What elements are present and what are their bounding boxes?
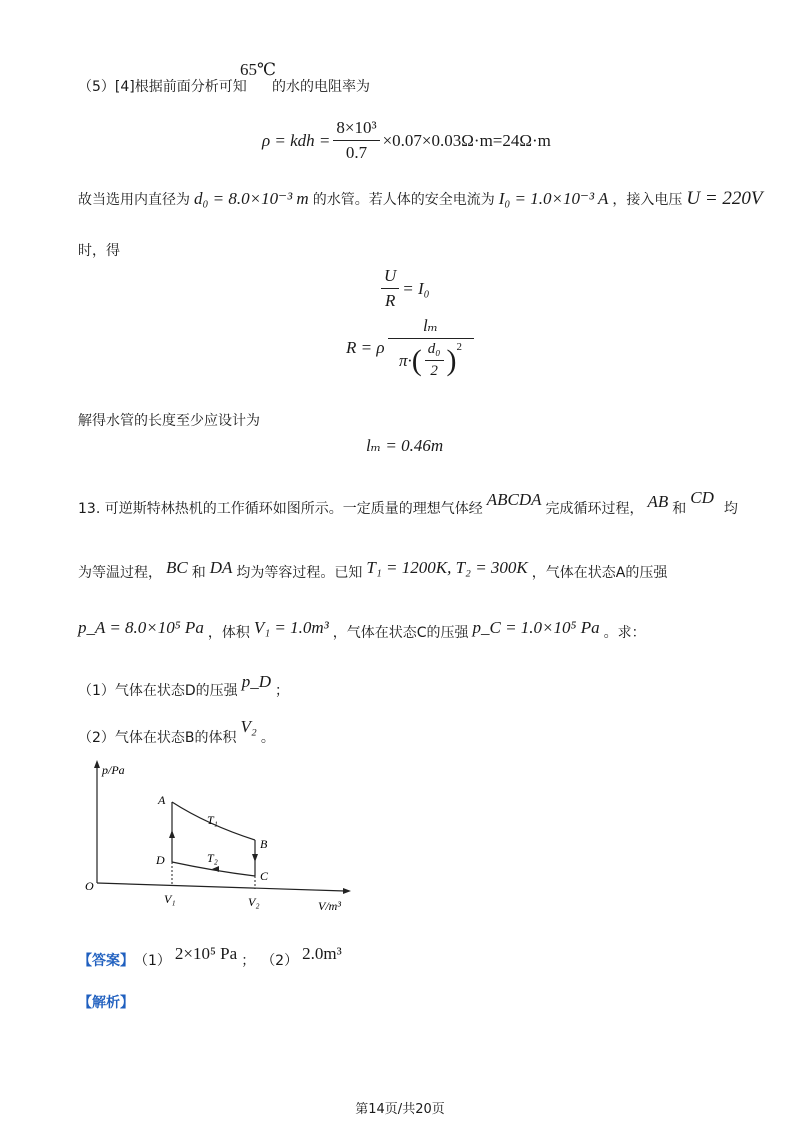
eq-rho-den: 0.7	[345, 143, 368, 162]
arrow-left-icon	[212, 866, 219, 872]
q13-sub1-text: （1）气体在状态D的压强	[78, 683, 238, 699]
answer-2-label: （2）	[261, 953, 299, 969]
q13-cd: CD	[690, 488, 714, 507]
para5-prefix: （5）[4]根据前面分析可知	[78, 79, 247, 95]
x-axis-arrow	[343, 888, 351, 894]
answer-line	[78, 944, 342, 970]
point-c-label: C	[260, 869, 269, 883]
t2-label: T₂	[207, 851, 218, 865]
y-axis-label: p/Pa	[102, 763, 125, 777]
equation-r	[346, 316, 477, 380]
q13-abcda: ABCDA	[486, 490, 542, 509]
q13-sub1-end: ；	[274, 683, 289, 699]
point-b-label: B	[260, 837, 268, 851]
equation-rho	[262, 118, 551, 163]
q13-sub1	[78, 672, 289, 700]
eq-rho-rhs: ×0.07×0.03Ω·m=24Ω·m	[382, 130, 551, 150]
t1-label: T₁	[207, 813, 218, 827]
point-a-label: A	[158, 793, 166, 807]
q13-l1-t3: 均	[723, 501, 738, 517]
arrow-up-icon	[169, 830, 175, 838]
q13-l2-and: 和	[191, 565, 206, 581]
eq-r-den-den: 2	[430, 363, 438, 379]
pv-diagram	[80, 758, 370, 918]
para-solve: 解得水管的长度至少应设计为	[78, 413, 260, 429]
q13-ab: AB	[647, 492, 669, 511]
q13-sub2	[78, 717, 275, 747]
answer-1-label: （1）	[134, 953, 171, 969]
eq-r-den-pre: π·	[399, 350, 412, 370]
eq-r-fraction	[388, 316, 474, 380]
analysis-tag: 【解析】	[78, 995, 134, 1011]
q13-l2-t2: 均为等容过程。已知	[236, 565, 363, 581]
point-d-label: D	[156, 853, 165, 867]
q13-l1-t1: 13. 可逆斯特林热机的工作循环如图所示。一定质量的理想气体经	[78, 501, 483, 517]
q13-pa: p_A = 8.0×10⁵ Pa	[78, 618, 204, 637]
page-footer: 第14页/共20页	[355, 1102, 445, 1117]
right-paren: )	[446, 343, 457, 377]
eq-rho-lhs: ρ = kdh =	[262, 130, 331, 150]
x-axis-label: V/m³	[318, 899, 341, 913]
para-pipe-d0: d₀ = 8.0×10⁻³ m	[194, 189, 309, 208]
q13-v1: V₁ = 1.0m³	[253, 618, 329, 637]
q13-l3-t2: ，气体在状态C的压强	[332, 625, 469, 641]
q13-line2	[78, 558, 668, 582]
q13-temps: T₁ = 1200K, T₂ = 300K	[366, 558, 528, 577]
q13-l2-t3: ，气体在状态A的压强	[531, 565, 668, 581]
eq-ohm-rhs: = I₀	[402, 278, 430, 298]
para-pipe-line1	[78, 188, 763, 210]
q13-sub2-end: 。	[260, 730, 275, 746]
answer-2-value: 2.0m³	[302, 944, 342, 963]
eq-rho-num: 8×10³	[333, 118, 379, 141]
arrow-down-icon	[252, 854, 258, 862]
q13-l3-t3: 。求：	[603, 625, 646, 641]
q13-l1-and: 和	[672, 501, 687, 517]
q13-bc: BC	[166, 558, 188, 577]
answer-1-value: 2×10⁵ Pa	[174, 944, 238, 963]
q13-sub2-text: （2）气体在状态B的体积	[78, 730, 237, 746]
q13-line1	[78, 488, 738, 518]
para-pipe-u: U = 220V	[686, 188, 763, 209]
para5-suffix: 的水的电阻率为	[272, 79, 370, 95]
q13-sub2-var: V₂	[240, 717, 257, 736]
answer-separator: ；	[241, 953, 256, 969]
q13-sub1-var: p_D	[241, 672, 271, 691]
eq-r-num: lₘ	[388, 316, 474, 339]
y-axis-arrow	[94, 760, 100, 768]
equation-ohm	[378, 266, 430, 311]
eq-r-lhs: R = ρ	[346, 338, 385, 357]
para5-temp: 65℃	[240, 60, 277, 79]
v2-label: V₂	[248, 895, 260, 909]
equation-length: lₘ = 0.46m	[366, 436, 444, 455]
v1-label: V₁	[164, 892, 176, 906]
eq-rho-fraction	[333, 118, 379, 163]
q13-da: DA	[209, 558, 233, 577]
eq-r-den: π· ( $\frac{\text{d₀}}{2}$ ) $^2$	[399, 340, 463, 379]
left-paren: (	[411, 343, 422, 377]
eq-ohm-num: U	[381, 266, 399, 289]
eq-r-inner-fraction	[425, 341, 444, 380]
q13-line3	[78, 618, 646, 642]
q13-l2-t1: 为等温过程，	[78, 565, 162, 581]
para-pipe-t2: 的水管。若人体的安全电流为	[312, 192, 495, 208]
x-axis	[97, 883, 345, 891]
para5-line	[78, 76, 247, 96]
eq-r-den-num: d₀	[425, 341, 444, 361]
eq-ohm-fraction	[381, 266, 399, 311]
answer-tag: 【答案】	[78, 953, 134, 969]
origin-label: O	[85, 879, 94, 893]
q13-l3-t1: ，体积	[207, 625, 250, 641]
eq-ohm-den: R	[384, 291, 396, 310]
para-pipe-i0: I₀ = 1.0×10⁻³ A	[498, 189, 609, 208]
para-pipe-t4: 时，得	[78, 243, 120, 259]
para-pipe-t1: 故当选用内直径为	[78, 192, 190, 208]
para-pipe-t3: ，接入电压	[612, 192, 683, 208]
q13-pc: p_C = 1.0×10⁵ Pa	[472, 618, 600, 637]
q13-l1-t2: 完成循环过程，	[545, 501, 644, 517]
